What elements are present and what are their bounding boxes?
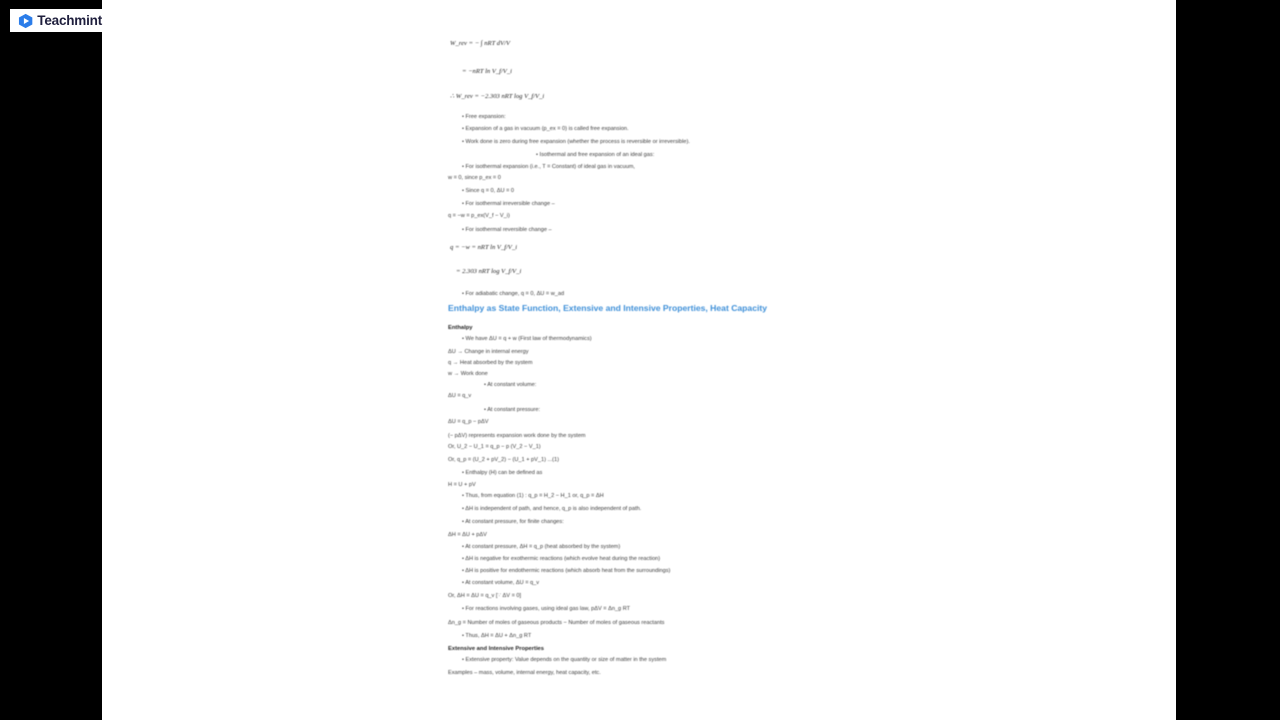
doc-line: ∴ W_rev = −2.303 nRT log V_f/V_i — [450, 93, 545, 100]
doc-line: • Isothermal and free expansion of an ideal gas: — [536, 152, 655, 158]
doc-line: Δn_g = Number of moles of gaseous products − Number of moles of gaseous reactants — [448, 620, 665, 626]
teachmint-logo — [10, 9, 102, 32]
doc-line: • At constant volume: — [484, 382, 537, 388]
section-heading: Enthalpy as State Function, Extensive and Intensive Properties, Heat Capacity — [448, 303, 768, 313]
subheading-enthalpy: Enthalpy — [448, 325, 473, 331]
doc-line: Or, U_2 − U_1 = q_p − p (V_2 − V_1) — [448, 444, 541, 450]
doc-line: ΔU = q_v — [448, 393, 472, 399]
doc-line: • Since q = 0, ΔU = 0 — [462, 188, 515, 194]
doc-line: • Thus, ΔH = ΔU + Δn_g RT — [462, 633, 532, 639]
doc-line: • At constant pressure, for finite changes: — [462, 519, 564, 525]
doc-line: Examples – mass, volume, internal energy, heat capacity, etc. — [448, 670, 601, 676]
doc-line: Or, ΔH = ΔU = q_v [∵ ΔV = 0] — [448, 593, 522, 599]
doc-line: • Thus, from equation (1) : q_p = H_2 − H_1 or, q_p = ΔH — [462, 493, 604, 499]
doc-line: • For isothermal irreversible change – — [462, 201, 555, 207]
doc-line: • For isothermal expansion (i.e., T = Constant) of ideal gas in vacuum, — [462, 164, 635, 170]
doc-line: Or, q_p = (U_2 + pV_2) − (U_1 + pV_1) ...(1) — [448, 457, 560, 463]
doc-line: (− pΔV) represents expansion work done by the system — [448, 433, 586, 439]
doc-line: • Extensive property: Value depends on the quantity or size of matter in the system — [462, 657, 667, 663]
doc-line: q = −w = nRT ln V_f/V_i — [450, 244, 518, 251]
doc-line: w → Work done — [448, 371, 488, 377]
doc-line: = 2.303 nRT log V_f/V_i — [456, 268, 522, 275]
doc-line: W_rev = − ∫ nRT dV/V — [450, 40, 510, 47]
doc-line: • Free expansion: — [462, 114, 506, 120]
doc-line: • At constant volume, ΔU = q_v — [462, 580, 540, 586]
doc-line: w = 0, since p_ex = 0 — [448, 175, 501, 181]
doc-line: • For isothermal reversible change – — [462, 227, 552, 233]
doc-line: • ΔH is negative for exothermic reactions (which evolve heat during the reaction) — [462, 556, 661, 562]
doc-line: ΔH = ΔU + pΔV — [448, 532, 487, 538]
doc-line: q → Heat absorbed by the system — [448, 360, 533, 366]
doc-line: ΔU → Change in internal energy — [448, 349, 529, 355]
slide-page — [102, 0, 1176, 720]
subheading-extensive-intensive: Extensive and Intensive Properties — [448, 646, 545, 652]
doc-line: • ΔH is independent of path, and hence, q_p is also independent of path. — [462, 506, 642, 512]
doc-line: • ΔH is positive for endothermic reactions (which absorb heat from the surroundings) — [462, 568, 671, 574]
doc-line: • For reactions involving gases, using ideal gas law, pΔV = Δn_g RT — [462, 606, 631, 612]
doc-line: = −nRT ln V_f/V_i — [462, 68, 512, 75]
doc-line: • Expansion of a gas in vacuum (p_ex = 0) is called free expansion. — [462, 126, 629, 132]
doc-line: • At constant pressure: — [484, 407, 541, 413]
doc-line: H = U + pV — [448, 482, 476, 488]
brand-name: Teachmint — [37, 13, 102, 28]
doc-line: • Work done is zero during free expansion (whether the process is reversible or irreversible). — [462, 139, 690, 145]
doc-line: q = −w = p_ex(V_f − V_i) — [448, 213, 510, 219]
doc-line: • For adiabatic change, q = 0, ΔU = w_ad — [462, 291, 565, 297]
doc-line: • Enthalpy (H) can be defined as — [462, 470, 543, 476]
doc-line: ΔU = q_p − pΔV — [448, 419, 489, 425]
doc-line: • We have ΔU = q + w (First law of thermodynamics) — [462, 336, 592, 342]
doc-line: • At constant pressure, ΔH = q_p (heat absorbed by the system) — [462, 544, 621, 550]
teachmint-hexagon-icon — [18, 13, 33, 29]
